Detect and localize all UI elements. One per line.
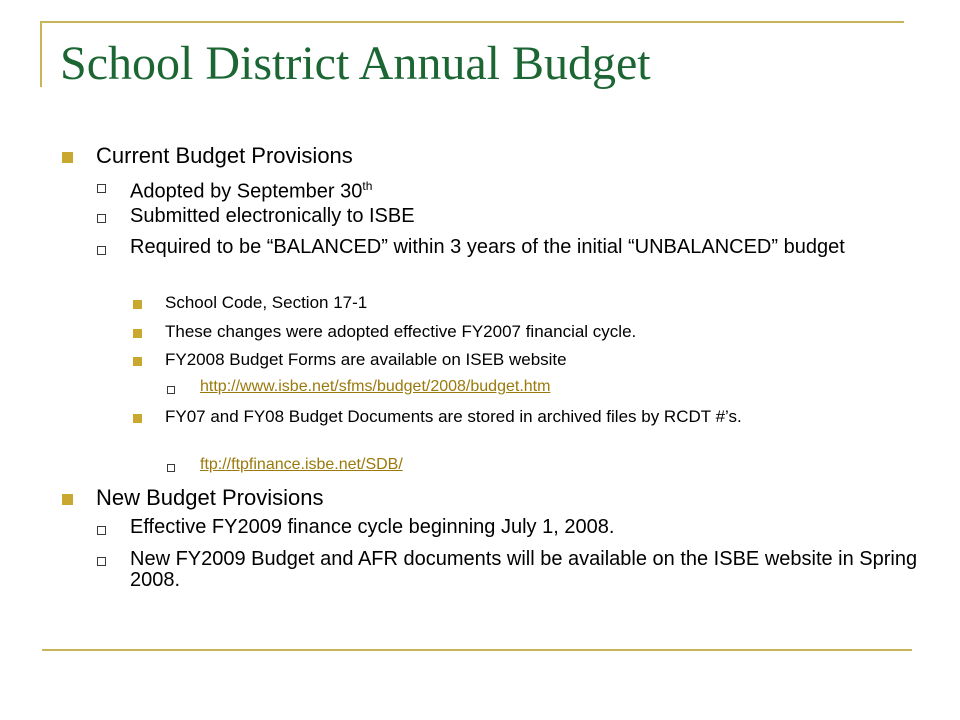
link-budget-forms [200,378,550,396]
section-heading-new: New Budget Provisions [96,485,324,510]
item-submitted: Submitted electronically to ISBE [130,205,415,227]
top-rule [40,21,904,23]
square-bullet-icon [133,357,142,366]
hollow-square-bullet-icon [167,464,175,472]
slide-title: School District Annual Budget [60,37,651,90]
item-effective: Effective FY2009 finance cycle beginning July 1, 2008. [130,516,615,538]
item-adopted [130,176,920,203]
square-bullet-icon [62,494,73,505]
square-bullet-icon [62,152,73,163]
item-adopted-superscript: th [362,179,373,193]
item-adopted-text: Adopted by September 30 [130,180,363,203]
item-required: Required to be “BALANCED” within 3 years of the initial “UNBALANCED” budget [130,236,845,258]
square-bullet-icon [133,300,142,309]
link-archive [200,456,403,474]
hollow-square-bullet-icon [97,557,106,566]
hollow-square-bullet-icon [97,214,106,223]
hollow-square-bullet-icon [97,246,106,255]
section-heading-current: Current Budget Provisions [96,143,353,168]
subitem-school-code: School Code, Section 17-1 [165,293,368,312]
left-rule [40,21,42,87]
square-bullet-icon [133,414,142,423]
budget-forms-link[interactable]: http://www.isbe.net/sfms/budget/2008/budget.htm [200,378,551,395]
subitem-forms: FY2008 Budget Forms are available on ISEB website [165,350,567,369]
bottom-rule [42,649,912,651]
subitem-changes: These changes were adopted effective FY2007 financial cycle. [165,322,637,341]
square-bullet-icon [133,329,142,338]
archive-ftp-link[interactable]: ftp://ftpfinance.isbe.net/SDB/ [200,456,403,473]
item-new-documents: New FY2009 Budget and AFR documents will be available on the ISBE website in Spring 2008. [130,548,918,591]
hollow-square-bullet-icon [97,184,106,193]
hollow-square-bullet-icon [167,386,175,394]
subitem-archived: FY07 and FY08 Budget Documents are stored in archived files by RCDT #’s. [165,407,742,426]
hollow-square-bullet-icon [97,526,106,535]
